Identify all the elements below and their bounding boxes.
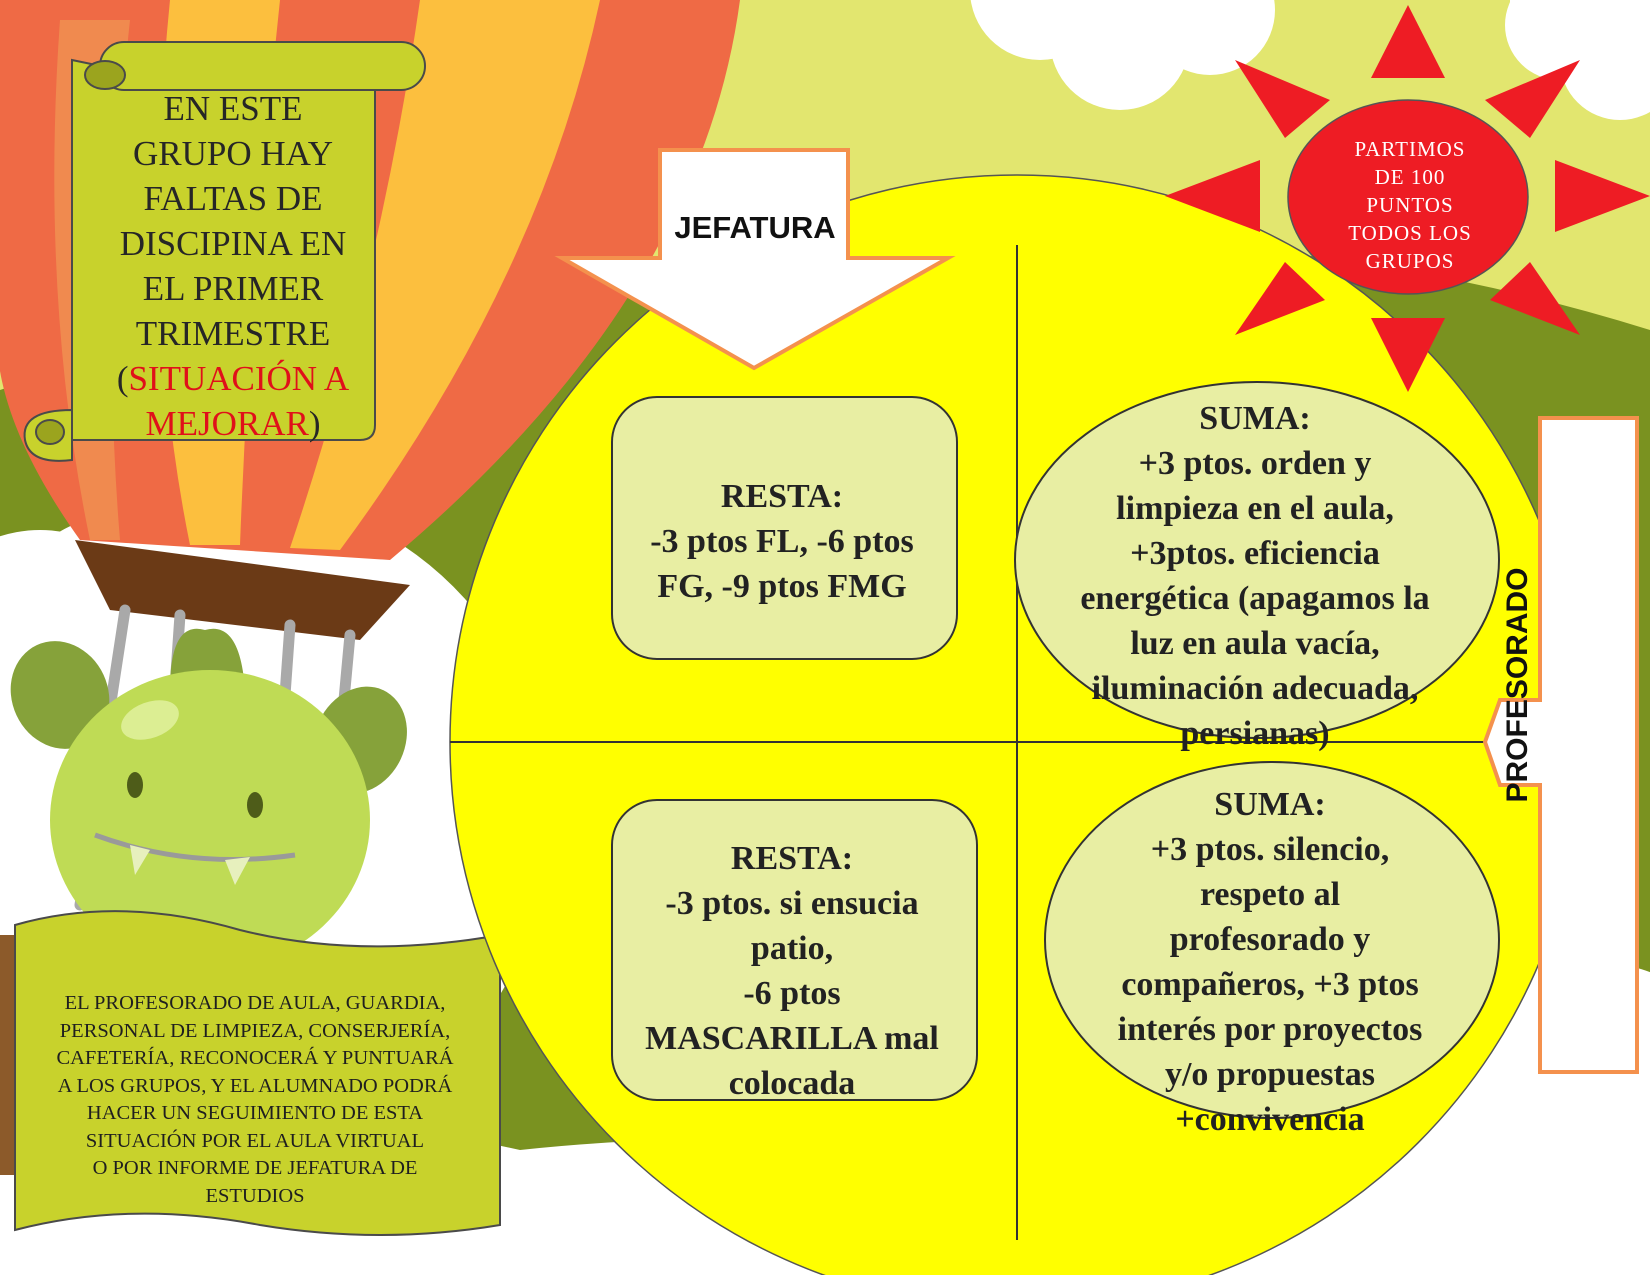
scroll-line: DISCIPINA EN xyxy=(119,224,347,263)
suma-line: y/o propuestas xyxy=(1164,1056,1376,1093)
resta-line: -3 ptos FL, -6 ptos xyxy=(650,523,914,560)
suma-line: compañeros, +3 ptos xyxy=(1121,966,1419,1003)
profesorado-label: PROFESORADO xyxy=(1501,567,1534,803)
resta-line: patio, xyxy=(750,930,834,967)
resta-line: colocada xyxy=(728,1065,856,1102)
suma-title: SUMA: xyxy=(1199,400,1311,437)
note-line: HACER UN SEGUIMIENTO DE ESTA xyxy=(86,1102,424,1124)
resta-line: -3 ptos. si ensucia xyxy=(665,885,919,922)
suma-bottom-text xyxy=(1060,782,1480,1142)
suma-line: persianas) xyxy=(1180,715,1330,752)
jefatura-label: JEFATURA xyxy=(674,210,836,245)
scroll-line: TRIMESTRE xyxy=(135,314,331,353)
sun-line: DE 100 xyxy=(1374,165,1446,189)
resta-title: RESTA: xyxy=(730,840,854,877)
scroll-line xyxy=(88,356,378,401)
suma-line: profesorado y xyxy=(1169,921,1371,958)
suma-top-text xyxy=(1020,396,1490,756)
note-line: SITUACIÓN POR EL AULA VIRTUAL xyxy=(85,1129,425,1152)
resta-line: FG, -9 ptos FMG xyxy=(657,568,907,605)
suma-line: interés por proyectos xyxy=(1117,1011,1423,1048)
suma-line: +3ptos. eficiencia xyxy=(1130,535,1380,572)
suma-line: energética (apagamos la xyxy=(1080,580,1430,617)
note-line: PERSONAL DE LIMPIEZA, CONSERJERÍA, xyxy=(59,1019,451,1042)
suma-line: +3 ptos. orden y xyxy=(1138,445,1372,482)
scroll-line: EL PRIMER xyxy=(142,269,324,308)
highlight-text: SITUACIÓN A xyxy=(128,359,350,398)
scroll-line: GRUPO HAY xyxy=(132,134,333,173)
brown-edge xyxy=(0,935,16,1175)
highlight-text: MEJORAR xyxy=(145,404,309,443)
resta-bottom-text xyxy=(612,836,972,1106)
resta-line: -6 ptos xyxy=(743,975,841,1012)
suma-line: limpieza en el aula, xyxy=(1116,490,1394,527)
suma-line: +convivencia xyxy=(1175,1101,1365,1138)
sun-line: PARTIMOS xyxy=(1354,137,1466,161)
suma-line: luz en aula vacía, xyxy=(1130,625,1380,662)
sun-text xyxy=(1300,135,1520,275)
sun-line: PUNTOS xyxy=(1366,193,1454,217)
paren-open: ( xyxy=(116,359,129,398)
resta-title: RESTA: xyxy=(720,478,844,515)
sun-line: GRUPOS xyxy=(1365,249,1455,273)
note-line: A LOS GRUPOS, Y EL ALUMNADO PODRÁ xyxy=(57,1074,453,1097)
suma-line: iluminación adecuada, xyxy=(1091,670,1419,707)
paren-close: ) xyxy=(308,404,321,443)
suma-title: SUMA: xyxy=(1214,786,1326,823)
suma-line: respeto al xyxy=(1199,876,1341,913)
resta-line: MASCARILLA mal xyxy=(645,1020,939,1057)
scroll-line: EN ESTE xyxy=(163,89,303,128)
bottom-note xyxy=(20,990,490,1210)
suma-line: +3 ptos. silencio, xyxy=(1150,831,1390,868)
note-line: O POR INFORME DE JEFATURA DE xyxy=(92,1157,418,1179)
scroll-text xyxy=(88,86,378,446)
sun-line: TODOS LOS xyxy=(1348,221,1472,245)
scroll-line: FALTAS DE xyxy=(143,179,323,218)
note-line: EL PROFESORADO DE AULA, GUARDIA, xyxy=(64,992,446,1014)
note-line: ESTUDIOS xyxy=(205,1184,305,1207)
resta-top-text xyxy=(612,474,952,609)
note-line: CAFETERÍA, RECONOCERÁ Y PUNTUARÁ xyxy=(56,1047,454,1069)
scroll-line xyxy=(88,401,378,446)
